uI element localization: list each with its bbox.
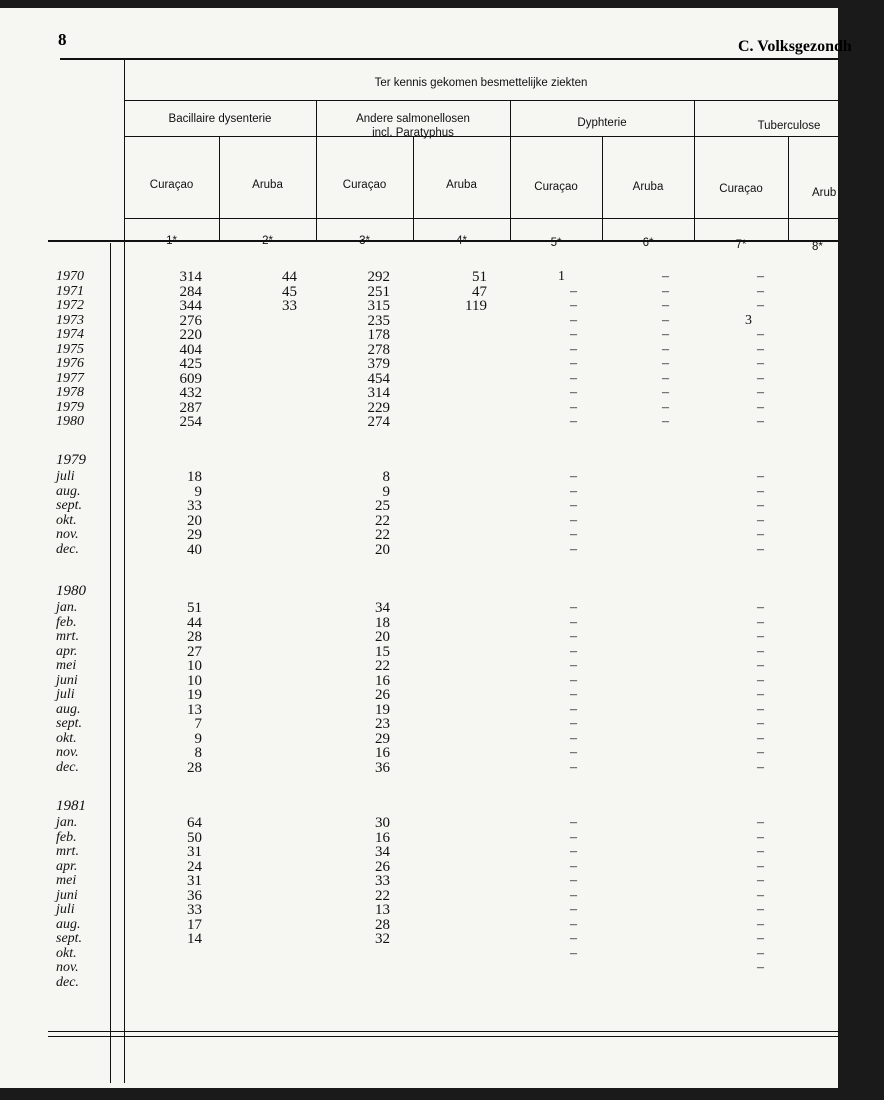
- table-cell: 15: [375, 643, 390, 660]
- column-code: 3*: [359, 235, 370, 247]
- table-cell: –: [570, 815, 577, 830]
- table-cell: –: [757, 327, 764, 342]
- table-cell: –: [757, 298, 764, 313]
- table-cell: 276: [179, 312, 202, 329]
- column-code: 4*: [456, 235, 467, 247]
- table-cell: 28: [187, 629, 202, 645]
- table-cell: –: [757, 902, 764, 917]
- row-label-month: mrt.: [56, 844, 79, 859]
- table-cell: 26: [375, 687, 390, 703]
- table-cell: 33: [187, 498, 202, 514]
- table-cell: 50: [187, 829, 202, 846]
- group-divider: [316, 100, 317, 241]
- table-cell: 7: [194, 716, 202, 732]
- column-header: Curaçao: [719, 183, 763, 195]
- row-label-month: sept.: [56, 931, 83, 946]
- table-cell: 432: [179, 385, 202, 401]
- table-cell: 119: [465, 298, 487, 314]
- table-cell: –: [757, 469, 764, 484]
- row-label-year: 1970: [56, 269, 84, 284]
- table-cell: 44: [282, 269, 297, 285]
- table-cell: 22: [375, 512, 390, 529]
- table-cell: –: [570, 527, 577, 542]
- table-cell: –: [570, 512, 577, 528]
- table-cell: 44: [187, 614, 202, 631]
- table-cell: 274: [367, 414, 390, 430]
- table-cell: –: [757, 887, 764, 903]
- row-label-month: okt.: [56, 512, 77, 528]
- table-cell: –: [570, 759, 577, 775]
- row-label-year: 1977: [56, 370, 84, 386]
- table-cell: –: [570, 858, 577, 874]
- table-cell: 9: [194, 483, 202, 500]
- table-cell: –: [757, 414, 764, 429]
- table-cell: –: [757, 844, 764, 859]
- table-cell: –: [570, 829, 577, 845]
- table-cell: 20: [187, 512, 202, 529]
- table-cell: 34: [375, 600, 390, 616]
- row-label-month: nov.: [56, 527, 79, 542]
- row-label-year: 1980: [56, 414, 84, 429]
- table-cell: –: [757, 370, 764, 386]
- row-label-month: sept.: [56, 498, 83, 513]
- column-header: Aruba: [446, 179, 477, 191]
- table-cell: 292: [367, 269, 390, 285]
- table-cell: –: [570, 414, 577, 429]
- table-cell: 51: [472, 269, 487, 285]
- column-header: Aruba: [632, 181, 664, 193]
- row-label-month: juli: [56, 902, 75, 917]
- row-label-month: sept.: [56, 716, 83, 731]
- group-header-rule: [124, 136, 838, 137]
- table-cell: –: [570, 716, 577, 731]
- table-cell: 178: [367, 327, 390, 343]
- table-cell: –: [662, 370, 669, 386]
- table-cell: –: [570, 600, 577, 615]
- table-cell: 13: [375, 902, 390, 918]
- row-label-month: dec.: [56, 759, 79, 775]
- table-cell: –: [662, 269, 669, 284]
- table-cell: –: [570, 931, 577, 946]
- table-cell: 13: [187, 701, 202, 718]
- table-cell: 315: [367, 298, 390, 314]
- table-cell: –: [757, 672, 764, 688]
- row-label-month: aug.: [56, 701, 81, 717]
- table-cell: –: [757, 341, 764, 357]
- table-cell: –: [757, 730, 764, 746]
- table-cell: –: [570, 745, 577, 760]
- row-label-year: 1973: [56, 312, 84, 328]
- table-cell: 36: [187, 887, 202, 904]
- table-cell: 18: [375, 614, 390, 631]
- table-cell: –: [570, 341, 577, 357]
- table-cell: 16: [375, 829, 390, 846]
- table-cell: –: [757, 399, 764, 415]
- table-cell: 51: [187, 600, 202, 616]
- row-label-month: mei: [56, 873, 77, 888]
- table-cell: –: [757, 629, 764, 644]
- table-cell: 28: [375, 916, 390, 933]
- table-cell: 1: [558, 269, 565, 284]
- row-label-month: apr.: [56, 643, 78, 659]
- table-cell: –: [757, 600, 764, 615]
- table-cell: –: [757, 687, 764, 702]
- row-label-year: 1978: [56, 385, 84, 400]
- row-label-month: mei: [56, 658, 77, 673]
- table-cell: 8: [382, 469, 390, 485]
- table-cell: –: [757, 498, 764, 513]
- block-year-label: 1981: [56, 798, 86, 814]
- row-label-year: 1975: [56, 341, 84, 357]
- table-cell: –: [757, 716, 764, 731]
- column-header-rule: [124, 218, 838, 219]
- table-cell: –: [757, 945, 764, 961]
- row-label-month: okt.: [56, 730, 77, 746]
- table-cell: 22: [375, 527, 390, 543]
- table-cell: –: [757, 527, 764, 542]
- table-cell: 33: [282, 298, 297, 314]
- table-cell: –: [757, 283, 764, 299]
- table-cell: 16: [375, 672, 390, 689]
- row-label-month: aug.: [56, 483, 81, 499]
- table-cell: 16: [375, 745, 390, 761]
- table-cell: –: [662, 414, 669, 429]
- table-cell: –: [757, 745, 764, 760]
- table-cell: 609: [179, 370, 202, 387]
- table-cell: 32: [375, 931, 390, 947]
- table-cell: 287: [179, 399, 202, 416]
- table-cell: –: [662, 312, 669, 328]
- row-label-month: jan.: [56, 600, 78, 615]
- table-cell: 425: [179, 356, 202, 372]
- row-label-month: aug.: [56, 916, 81, 932]
- table-cell: 278: [367, 341, 390, 358]
- column-header: Arub: [812, 187, 837, 199]
- running-head: C. Volksgezondh: [738, 38, 852, 55]
- row-label-month: apr.: [56, 858, 78, 874]
- table-cell: –: [570, 658, 577, 673]
- table-cell: –: [570, 629, 577, 644]
- table-cell: 379: [367, 356, 390, 372]
- table-cell: 45: [282, 283, 297, 300]
- table-cell: –: [570, 701, 577, 717]
- table-cell: –: [662, 341, 669, 357]
- row-label-month: mrt.: [56, 629, 79, 644]
- row-label-year: 1974: [56, 327, 84, 342]
- table-cell: –: [757, 512, 764, 528]
- table-cell: 25: [375, 498, 390, 514]
- column-code: 2*: [262, 235, 273, 247]
- column-code: 8*: [812, 241, 823, 253]
- table-cell: –: [757, 759, 764, 775]
- table-cell: 9: [194, 730, 202, 747]
- table-cell: 33: [375, 873, 390, 889]
- table-cell: 220: [179, 327, 202, 343]
- stub-divider: [124, 58, 125, 1083]
- table-cell: 14: [187, 931, 202, 947]
- table-cell: 64: [187, 815, 202, 831]
- table-cell: –: [757, 858, 764, 874]
- table-cell: –: [757, 269, 764, 284]
- column-header: Curaçao: [534, 181, 578, 193]
- table-cell: 8: [194, 745, 202, 761]
- table-cell: –: [570, 541, 577, 557]
- table-cell: –: [570, 327, 577, 342]
- row-label-month: juli: [56, 469, 75, 484]
- bottom-rule-2: [48, 1036, 838, 1037]
- table-cell: –: [757, 931, 764, 946]
- table-cell: 404: [179, 341, 202, 358]
- table-cell: 36: [375, 759, 390, 776]
- row-label-year: 1971: [56, 283, 84, 299]
- table-cell: 40: [187, 541, 202, 558]
- table-cell: 31: [187, 873, 202, 889]
- table-cell: –: [570, 916, 577, 932]
- group-header-dysenterie: Bacillaire dysenterie: [168, 113, 272, 125]
- table-cell: –: [570, 498, 577, 513]
- table-cell: –: [570, 614, 577, 630]
- table-cell: –: [570, 312, 577, 328]
- table-cell: 235: [367, 312, 390, 329]
- table-cell: –: [570, 469, 577, 484]
- table-cell: 20: [375, 541, 390, 558]
- table-cell: 254: [179, 414, 202, 430]
- main-header: Ter kennis gekomen besmettelijke ziekten: [374, 77, 588, 89]
- table-cell: –: [570, 873, 577, 888]
- document-page: [0, 8, 852, 1088]
- table-cell: 10: [187, 672, 202, 689]
- table-cell: 344: [179, 298, 202, 314]
- left-border: [110, 243, 111, 1083]
- row-label-month: nov.: [56, 960, 79, 975]
- table-cell: 23: [375, 716, 390, 732]
- table-cell: –: [757, 541, 764, 557]
- table-cell: –: [570, 730, 577, 746]
- column-divider: [788, 136, 789, 241]
- group-header-tuberculose: Tuberculose: [757, 120, 821, 132]
- table-cell: –: [757, 960, 764, 975]
- table-cell: –: [757, 614, 764, 630]
- table-cell: –: [662, 399, 669, 415]
- table-cell: 29: [375, 730, 390, 747]
- table-cell: –: [570, 283, 577, 299]
- table-cell: 18: [187, 469, 202, 485]
- row-label-month: feb.: [56, 829, 77, 845]
- row-label-month: juni: [56, 887, 78, 903]
- table-cell: 47: [472, 283, 487, 300]
- table-cell: –: [757, 643, 764, 659]
- row-label-month: nov.: [56, 745, 79, 760]
- row-label-month: juli: [56, 687, 75, 702]
- group-header-dyphterie: Dyphterie: [577, 117, 627, 129]
- table-cell: –: [570, 844, 577, 859]
- table-cell: 19: [375, 701, 390, 718]
- table-cell: –: [757, 815, 764, 830]
- column-code: 1*: [166, 235, 177, 247]
- table-cell: 24: [187, 858, 202, 875]
- bottom-rule-1: [48, 1031, 838, 1032]
- table-cell: –: [662, 327, 669, 342]
- block-year-label: 1980: [56, 583, 86, 599]
- table-cell: 27: [187, 643, 202, 660]
- table-cell: 251: [367, 283, 390, 300]
- table-cell: 33: [187, 902, 202, 918]
- row-label-month: jan.: [56, 815, 78, 830]
- table-cell: –: [757, 701, 764, 717]
- table-cell: –: [570, 945, 577, 961]
- table-cell: –: [662, 385, 669, 400]
- row-label-year: 1979: [56, 399, 84, 415]
- row-label-year: 1972: [56, 298, 84, 313]
- row-label-month: dec.: [56, 541, 79, 557]
- table-cell: 229: [367, 399, 390, 416]
- table-cell: 34: [375, 844, 390, 860]
- column-header: Curaçao: [149, 179, 194, 191]
- table-cell: 26: [375, 858, 390, 875]
- table-cell: –: [570, 356, 577, 371]
- row-label-month: dec.: [56, 974, 79, 990]
- row-label-month: okt.: [56, 945, 77, 961]
- column-code: 6*: [642, 237, 654, 249]
- table-cell: 314: [367, 385, 390, 401]
- column-header: Curaçao: [342, 179, 387, 191]
- table-cell: –: [570, 385, 577, 400]
- table-cell: 22: [375, 658, 390, 674]
- column-header: Aruba: [252, 179, 283, 191]
- table-cell: –: [757, 873, 764, 888]
- table-cell: –: [662, 298, 669, 313]
- page-number: 8: [58, 30, 67, 49]
- table-cell: –: [570, 643, 577, 659]
- top-rule: [60, 58, 838, 60]
- column-code: 7*: [735, 239, 747, 251]
- table-cell: –: [662, 283, 669, 299]
- table-cell: –: [757, 385, 764, 400]
- group-header-salmonellosen: Andere salmonellosen incl. Paratyphus: [356, 113, 470, 139]
- table-cell: 314: [179, 269, 202, 285]
- block-year-label: 1979: [56, 452, 86, 468]
- table-cell: 10: [187, 658, 202, 674]
- table-cell: –: [570, 902, 577, 917]
- table-cell: 22: [375, 887, 390, 904]
- table-cell: –: [757, 916, 764, 932]
- table-cell: –: [757, 829, 764, 845]
- table-cell: 19: [187, 687, 202, 703]
- table-cell: –: [570, 298, 577, 313]
- table-cell: –: [570, 483, 577, 499]
- table-cell: 31: [187, 844, 202, 860]
- table-cell: 29: [187, 527, 202, 543]
- row-label-month: juni: [56, 672, 78, 688]
- row-label-year: 1976: [56, 356, 84, 371]
- row-label-month: feb.: [56, 614, 77, 630]
- table-cell: 20: [375, 629, 390, 645]
- table-cell: –: [662, 356, 669, 371]
- table-cell: –: [570, 370, 577, 386]
- table-cell: 454: [367, 370, 390, 387]
- table-cell: –: [757, 658, 764, 673]
- table-cell: 284: [179, 283, 202, 300]
- table-cell: 3: [745, 312, 752, 328]
- table-cell: –: [570, 672, 577, 688]
- table-cell: 28: [187, 759, 202, 776]
- table-cell: –: [570, 399, 577, 415]
- table-cell: 9: [382, 483, 390, 500]
- table-cell: 30: [375, 815, 390, 831]
- table-cell: –: [757, 356, 764, 371]
- table-cell: –: [570, 887, 577, 903]
- table-cell: 17: [187, 916, 202, 933]
- table-cell: –: [570, 687, 577, 702]
- table-cell: –: [757, 483, 764, 499]
- main-header-rule: [124, 100, 838, 101]
- column-code: 5*: [550, 237, 562, 249]
